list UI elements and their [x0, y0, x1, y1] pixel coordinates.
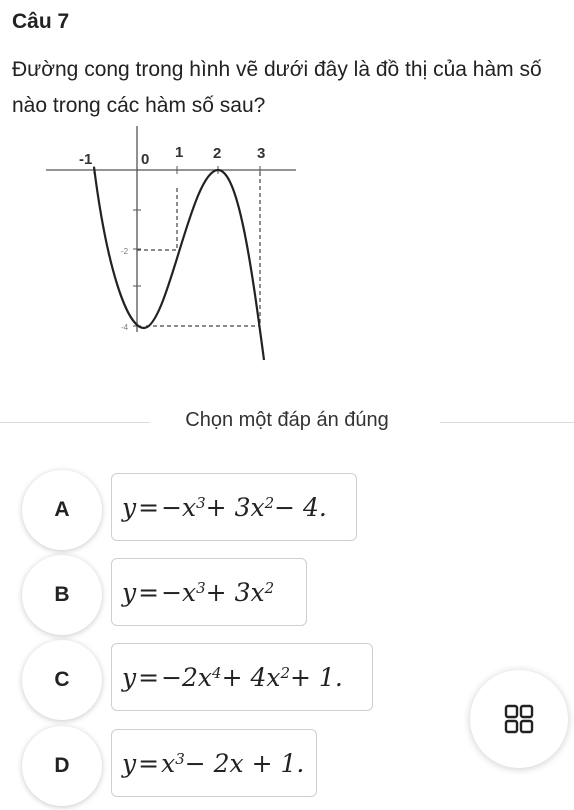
- option-letter: B: [54, 583, 70, 606]
- option-d-button[interactable]: [22, 726, 102, 806]
- option-letter: A: [54, 498, 70, 521]
- option-letter: D: [54, 754, 70, 777]
- x-tick-label: 1: [175, 144, 184, 161]
- option-letter: C: [54, 668, 70, 691]
- instruction-label: Chọn một đáp án đúng: [185, 409, 389, 431]
- x-tick-label: -1: [79, 151, 93, 168]
- answer-c[interactable]: y = −2x $^4$ + 4x $^2$ + 1.: [111, 643, 373, 711]
- option-a-button[interactable]: [22, 470, 102, 550]
- answer-b[interactable]: y = −x $^3$ + 3x $^2$: [111, 558, 307, 626]
- option-b-button[interactable]: [22, 555, 102, 635]
- function-graph: [46, 122, 306, 367]
- x-tick-label: 0: [141, 151, 150, 168]
- y-tick-label: -2: [121, 247, 129, 256]
- answer-d[interactable]: y = x $^3$ − 2x + 1.: [111, 729, 317, 797]
- x-tick-label: 3: [257, 145, 266, 162]
- divider-right: [440, 422, 574, 423]
- option-c-button[interactable]: [22, 640, 102, 720]
- question-grid-button[interactable]: [470, 670, 568, 768]
- question-text: Đường cong trong hình vẽ dưới đây là đồ thị của hàm số nào trong các hàm số sau?: [12, 58, 542, 117]
- question-title: Câu 7: [12, 10, 70, 33]
- grid-icon: [504, 704, 534, 734]
- answer-a[interactable]: y = −x $^3$ + 3x $^2$ − 4.: [111, 473, 357, 541]
- y-tick-label: -4: [121, 323, 129, 332]
- function-curve: [94, 167, 264, 360]
- x-tick-label: 2: [213, 145, 222, 162]
